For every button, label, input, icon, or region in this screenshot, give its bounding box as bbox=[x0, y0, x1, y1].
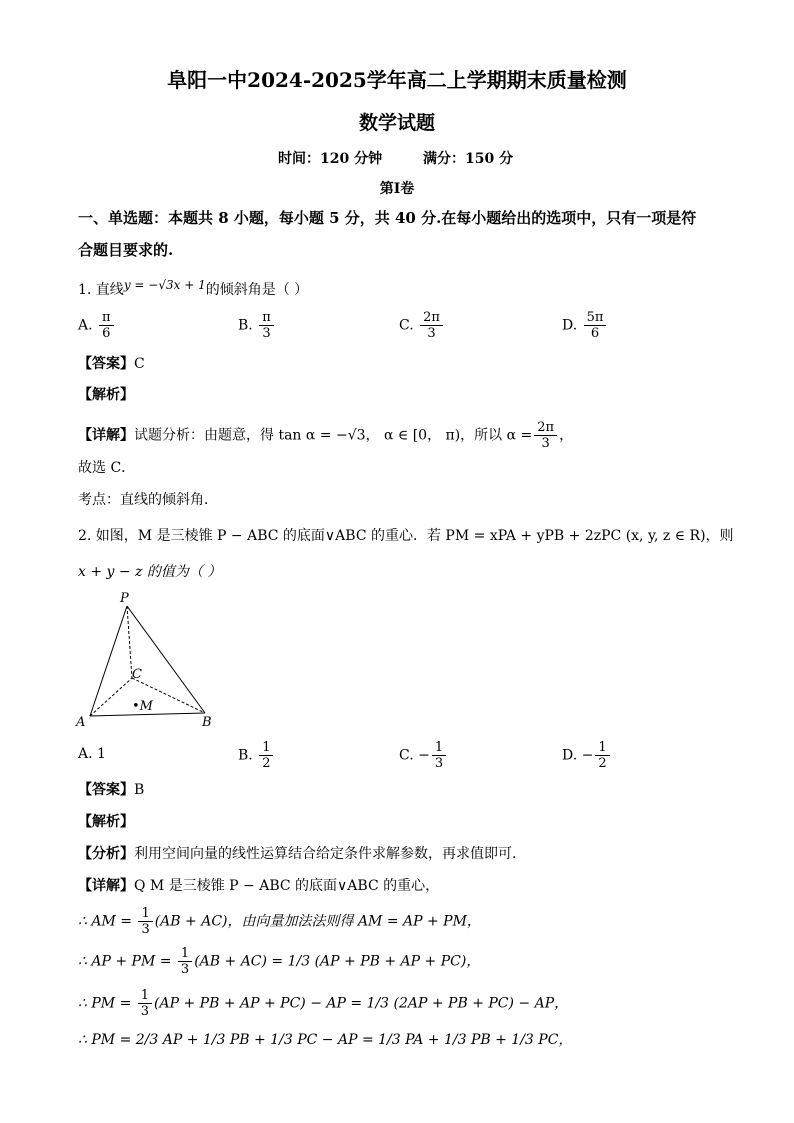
frac-den: 2 bbox=[598, 756, 607, 771]
option-letter: A. bbox=[78, 317, 93, 334]
label-c: C bbox=[132, 667, 142, 682]
detail-text: 试题分析：由题意，得 tan α = −√3， α ∈ [0， π)，所以 α = bbox=[134, 427, 533, 444]
label-p: P bbox=[120, 591, 129, 606]
q2-detail bbox=[78, 876, 439, 896]
score-info: 满分：150 分 bbox=[423, 151, 514, 167]
q2-step-1: ∴ AM = $\frac{1}{3}$ (AB + AC)，由向量加法法则得 AM = AP + PM， bbox=[78, 906, 481, 937]
q1-conclusion: 故选 C． bbox=[78, 460, 136, 476]
option-letter: C. bbox=[399, 317, 414, 334]
frac-num: 2π bbox=[534, 420, 557, 436]
detail-text: Q M 是三棱锥 P − ABC 的底面∨ABC 的重心， bbox=[134, 878, 440, 894]
frac-num: 5π bbox=[584, 310, 607, 326]
q1-prefix: 1. 直线 bbox=[78, 282, 124, 298]
frac-den: 3 bbox=[541, 436, 550, 451]
q2-option-d bbox=[562, 740, 612, 771]
step-lhs: ∴ PM = bbox=[78, 995, 132, 1012]
frac-den: 2 bbox=[262, 756, 271, 771]
step-lhs: ∴ PM = bbox=[78, 1032, 132, 1048]
time-info: 时间：120 分钟 bbox=[278, 151, 383, 167]
frac-num: 1 bbox=[432, 740, 446, 756]
q2-method bbox=[78, 844, 516, 864]
q2-step-4 bbox=[78, 1030, 572, 1050]
method-text: 利用空间向量的线性运算结合给定条件求解参数，再求值即可. bbox=[134, 846, 517, 862]
option-letter: A. bbox=[78, 746, 93, 762]
q2-option-c bbox=[399, 740, 448, 771]
q1-option-d bbox=[562, 310, 608, 341]
option-letter: C. bbox=[399, 747, 414, 764]
step-rest: 2/3 AP + 1/3 PB + 1/3 PC − AP = 1/3 PA + 1/3 PB + 1/3 PC， bbox=[135, 1032, 573, 1048]
label-b: B bbox=[202, 715, 212, 730]
q1-option-c bbox=[399, 310, 445, 341]
q1-keypoint: 考点：直线的倾斜角． bbox=[78, 492, 218, 508]
section-heading-line2: 合题目要求的. bbox=[78, 241, 174, 259]
step-lhs: ∴ AP + PM = bbox=[78, 953, 172, 970]
frac-num: 1 bbox=[595, 740, 609, 756]
q2-option-a bbox=[78, 744, 106, 764]
q2-stem-line1: 2. 如图，M 是三棱锥 P − ABC 的底面∨ABC 的重心．若 PM = xPA + yPB + 2zPC (x, y, z ∈ R)，则 bbox=[78, 528, 734, 544]
frac-den: 3 bbox=[262, 326, 271, 341]
detail-label: 【详解】 bbox=[78, 878, 134, 894]
frac-den: 3 bbox=[427, 326, 436, 341]
frac-num: 2π bbox=[420, 310, 443, 326]
exam-subtitle: 数学试题 bbox=[358, 112, 435, 134]
q2-stem-line2: x + y − z 的值为（ ） bbox=[78, 564, 222, 580]
edge-pa bbox=[90, 606, 127, 716]
frac-num: π bbox=[99, 310, 114, 326]
tetrahedron-figure bbox=[70, 588, 230, 733]
q1-detail bbox=[78, 420, 573, 451]
method-label: 【分析】 bbox=[78, 846, 134, 862]
option-letter: B. bbox=[238, 747, 253, 764]
q1-equation: y = −√3x + 1 bbox=[123, 278, 206, 292]
frac-den: 6 bbox=[102, 326, 111, 341]
option-letter: B. bbox=[238, 317, 253, 334]
frac-num: π bbox=[259, 310, 274, 326]
step-lhs: ∴ AM = bbox=[78, 913, 132, 930]
detail-end: ， bbox=[559, 427, 574, 444]
exam-title: 阜阳一中2024-2025学年高二上学期期末质量检测 bbox=[167, 68, 627, 92]
option-letter: D. bbox=[562, 317, 578, 334]
section-heading-line1: 一、单选题：本题共 8 小题，每小题 5 分，共 40 分.在每小题给出的选项中，只有一项是符 bbox=[78, 209, 697, 227]
frac-num: 1 bbox=[259, 740, 273, 756]
q2-step-3: ∴ PM = $\frac{1}{3}$ (AP + PB + AP + PC) − AP = 1/3 (2AP + PB + PC) − AP， bbox=[78, 988, 569, 1019]
volume-label: 第I卷 bbox=[379, 181, 415, 197]
answer-label: 【答案】 bbox=[78, 356, 134, 372]
option-value: 1 bbox=[97, 746, 106, 762]
answer-value: C bbox=[134, 356, 145, 372]
frac-den: 6 bbox=[590, 326, 600, 341]
frac-den: 3 bbox=[434, 756, 444, 771]
label-m: •M bbox=[132, 699, 153, 714]
q1-stem bbox=[78, 280, 308, 300]
q1-option-a bbox=[78, 310, 116, 341]
step-rest: (AB + AC) = 1/3 (AP + PB + AP + PC)， bbox=[194, 953, 481, 970]
answer-label: 【答案】 bbox=[78, 782, 134, 798]
q1-suffix: 的倾斜角是（ ） bbox=[205, 282, 309, 298]
label-a: A bbox=[76, 715, 86, 730]
option-sign: − bbox=[581, 747, 594, 764]
q2-step-2: ∴ AP + PM = $\frac{1}{3}$ (AB + AC) = 1/3 (AP + PB + AP + PC)， bbox=[78, 946, 481, 977]
q1-option-b bbox=[238, 310, 276, 341]
q2-analysis-label: 【解析】 bbox=[78, 814, 134, 830]
answer-value: B bbox=[134, 782, 145, 798]
q2-option-b bbox=[238, 740, 275, 771]
q2-answer bbox=[78, 780, 144, 800]
q1-analysis-label: 【解析】 bbox=[78, 387, 134, 403]
option-letter: D. bbox=[562, 747, 578, 764]
q1-answer bbox=[78, 354, 145, 374]
detail-label: 【详解】 bbox=[78, 427, 134, 444]
step-rest: (AB + AC)，由向量加法法则得 AM = AP + PM， bbox=[154, 913, 481, 930]
step-rest: (AP + PB + AP + PC) − AP = 1/3 (2AP + PB + PC) − AP， bbox=[154, 995, 569, 1012]
option-sign: − bbox=[418, 747, 430, 764]
edge-pb bbox=[127, 606, 205, 713]
